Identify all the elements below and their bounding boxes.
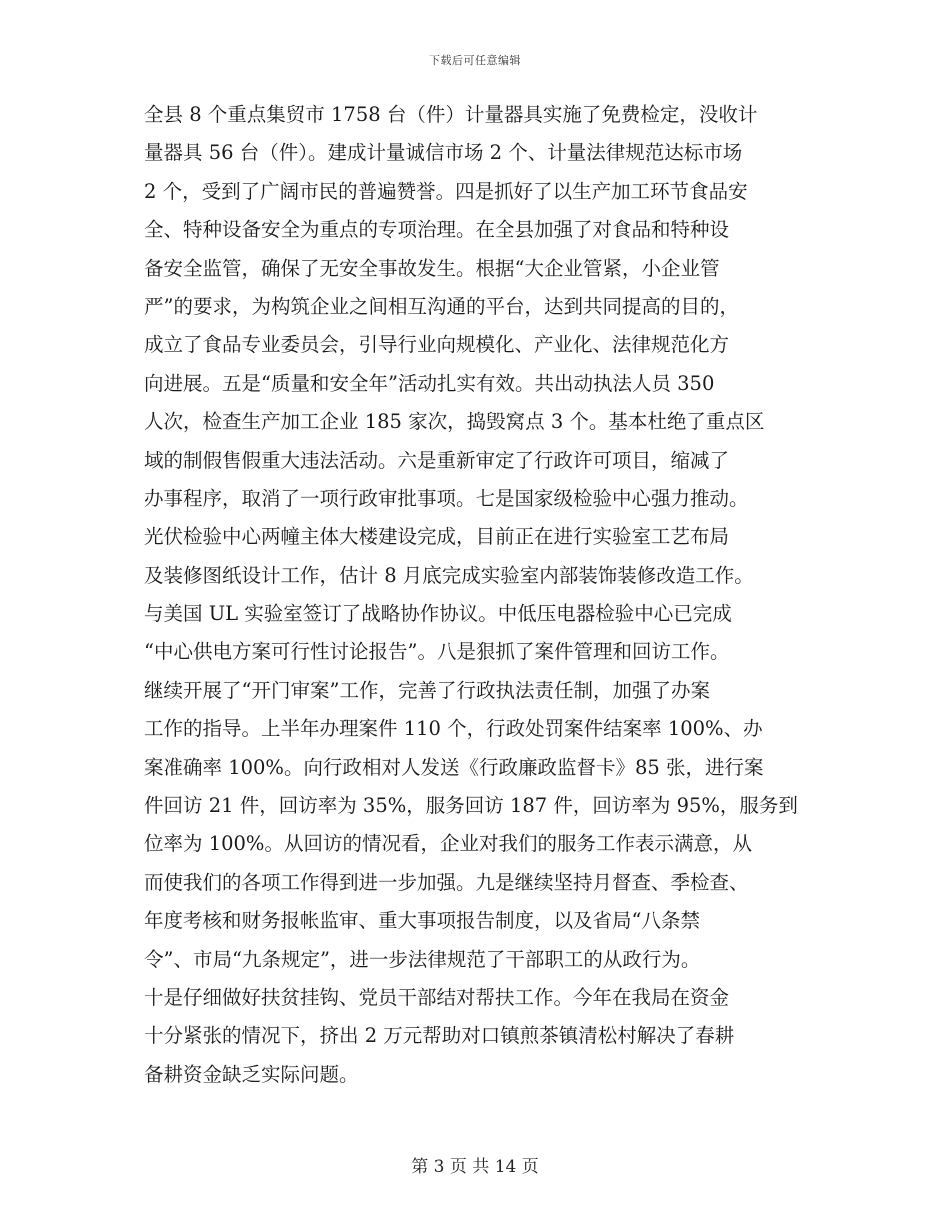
text-line: 继续开展了“开门审案”工作，完善了行政执法责任制，加强了办案	[144, 678, 710, 702]
text-line: 全县 8 个重点集贸市 1758 台（件）计量器具实施了免费检定，没收计	[144, 103, 758, 126]
text-line: 全、特种设备安全为重点的专项治理。在全县加强了对食品和特种设	[144, 218, 730, 242]
text-line: 年度考核和财务报帐监审、重大事项报告制度，以及省局“八条禁	[144, 909, 700, 933]
text-line: 及装修图纸设计工作，估计 8 月底完成实验室内部装饰装修改造工作。	[144, 563, 754, 587]
document-body	[144, 96, 816, 1094]
text-line: 十是仔细做好扶贫挂钩、党员干部结对帮扶工作。今年在我局在资金	[144, 985, 730, 1009]
text-line: 向进展。五是“质量和安全年”活动扎实有效。共出动执法人员 350	[144, 371, 715, 395]
page-header: 下载后可任意编辑	[429, 54, 521, 67]
text-line: 备耕资金缺乏实际问题。	[144, 1062, 359, 1086]
text-line: 办事程序，取消了一项行政审批事项。七是国家级检验中心强力推动。	[144, 486, 749, 510]
text-line: 备安全监管，确保了无安全事故发生。根据“大企业管紧，小企业管	[144, 256, 720, 280]
text-line: 位率为 100%。从回访的情况看，企业对我们的服务工作表示满意，从	[144, 832, 752, 856]
text-line: 案准确率 100%。向行政相对人发送《行政廉政监督卡》85 张，进行案	[144, 755, 764, 779]
text-line: 人次，检查生产加工企业 185 家次，捣毁窝点 3 个。基本杜绝了重点区	[144, 410, 765, 434]
page-number-footer: 第 3 页 共 14 页	[411, 1157, 539, 1177]
text-line: 严”的要求，为构筑企业之间相互沟通的平台，达到共同提高的目的，	[144, 294, 739, 318]
text-line: 令”、市局“九条规定”，进一步法律规范了干部职工的从政行为。	[144, 947, 701, 971]
text-line: 工作的指导。上半年办理案件 110 个，行政处罚案件结案率 100%、办	[144, 717, 763, 741]
text-line: 光伏检验中心两幢主体大楼建设完成，目前正在进行实验室工艺布局	[144, 525, 730, 549]
text-line: 成立了食品专业委员会，引导行业向规模化、产业化、法律规范化方	[144, 333, 730, 357]
text-line: “中心供电方案可行性讨论报告”。八是狠抓了案件管理和回访工作。	[144, 640, 730, 664]
text-line: 十分紧张的情况下，挤出 2 万元帮助对口镇煎茶镇清松村解决了春耕	[144, 1024, 735, 1048]
text-line: 2 个，受到了广阔市民的普遍赞誉。四是抓好了以生产加工环节食品安	[144, 179, 748, 203]
text-line: 量器具 56 台（件）。建成计量诚信市场 2 个、计量法律规范达标市场	[144, 141, 743, 165]
text-line: 而使我们的各项工作得到进一步加强。九是继续坚持月督查、季检查、	[144, 870, 749, 894]
text-line: 件回访 21 件，回访率为 35%，服务回访 187 件，回访率为 95%，服务到	[144, 794, 798, 818]
text-line: 域的制假售假重大违法活动。六是重新审定了行政许可项目，缩减了	[144, 448, 730, 472]
text-line: 与美国 UL 实验室签订了战略协作协议。中低压电器检验中心已完成	[144, 602, 732, 626]
